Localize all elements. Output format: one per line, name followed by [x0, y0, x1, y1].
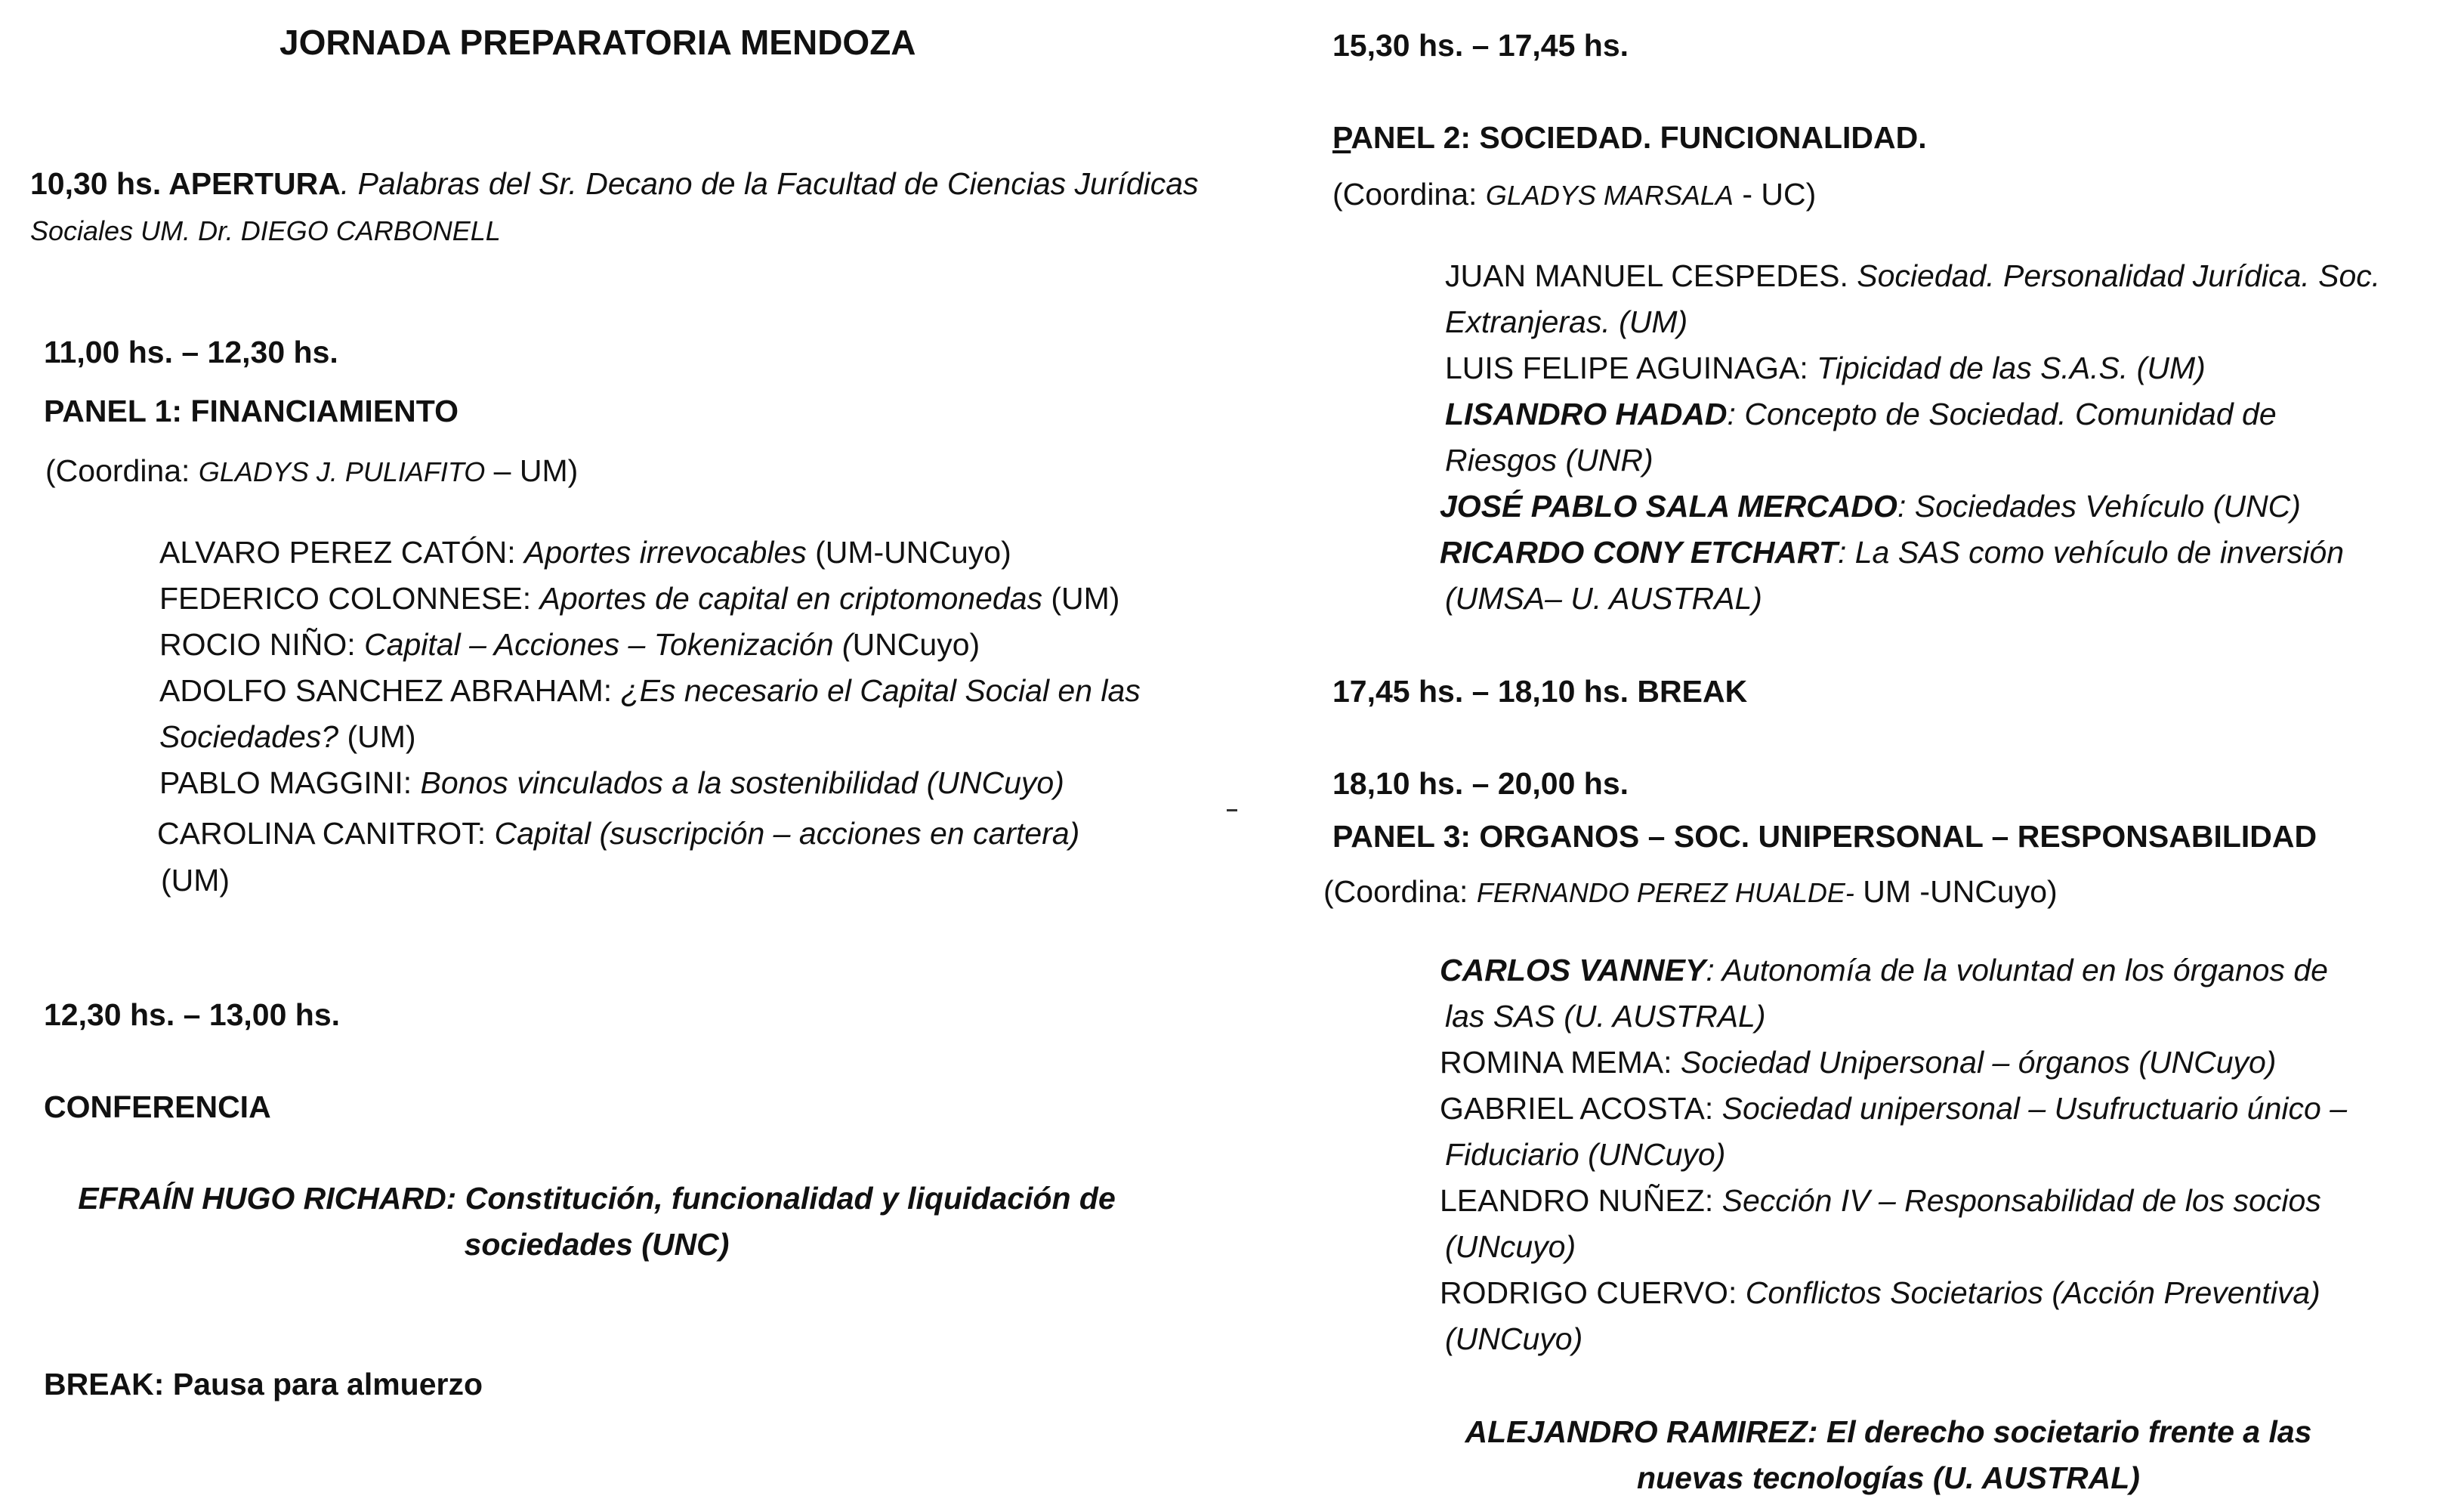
panel3-speaker: LEANDRO NUÑEZ: Sección IV – Responsabilidad de los socios — [1440, 1183, 2321, 1218]
panel2-speaker-cont: Riesgos (UNR) — [1445, 443, 1653, 477]
break-afternoon: 17,45 hs. – 18,10 hs. BREAK — [1332, 674, 1748, 709]
page-title: JORNADA PREPARATORIA MENDOZA — [279, 23, 916, 62]
panel1-coordinator: (Coordina: GLADYS J. PULIAFITO – UM) — [45, 453, 579, 488]
panel2-speaker: LUIS FELIPE AGUINAGA: Tipicidad de las S.A.S. (UM) — [1445, 351, 2206, 385]
conferencia-time: 12,30 hs. – 13,00 hs. — [44, 997, 341, 1032]
panel2-speaker: RICARDO CONY ETCHART: La SAS como vehículo de inversión — [1440, 535, 2345, 570]
panel3-title: PANEL 3: ORGANOS – SOC. UNIPERSONAL – RESPONSABILIDAD — [1332, 819, 2317, 854]
panel3-speaker: GABRIEL ACOSTA: Sociedad unipersonal – Usufructuario único – — [1440, 1091, 2348, 1126]
panel1-time: 11,00 hs. – 12,30 hs. — [44, 335, 338, 369]
panel1-coordinator-name: GLADYS J. PULIAFITO — [198, 456, 486, 487]
panel1-speaker: CAROLINA CANITROT: Capital (suscripción – acciones en cartera) — [157, 816, 1080, 851]
apertura-line-2: Sociales UM. Dr. DIEGO CARBONELL — [30, 215, 501, 246]
panel3-speaker: RODRIGO CUERVO: Conflictos Societarios (Acción Preventiva) — [1440, 1275, 2320, 1310]
panel2-speaker: JOSÉ PABLO SALA MERCADO: Sociedades Vehículo (UNC) — [1440, 489, 2301, 524]
panel2-coordinator: (Coordina: GLADYS MARSALA - UC) — [1332, 177, 1817, 212]
apertura-time: 10,30 hs. APERTURA — [30, 166, 341, 201]
panel1-speaker: ALVARO PEREZ CATÓN: Aportes irrevocables (UM-UNCuyo) — [159, 535, 1011, 570]
panel1-speaker-cont: (UM) — [161, 863, 230, 898]
panel2-speaker: LISANDRO HADAD: Concepto de Sociedad. Comunidad de — [1445, 397, 2277, 431]
panel2-coordinator-name: GLADYS MARSALA — [1485, 180, 1734, 211]
panel3-coordinator-name: FERNANDO PEREZ HUALDE- — [1476, 877, 1854, 908]
divider-mark — [1227, 809, 1237, 811]
panel2-speaker: JUAN MANUEL CESPEDES. Sociedad. Personalidad Jurídica. Soc. — [1445, 258, 2381, 293]
conferencia-label: CONFERENCIA — [44, 1089, 271, 1124]
panel1-speaker-cont: Sociedades? (UM) — [159, 719, 416, 754]
panel1-speaker: FEDERICO COLONNESE: Aportes de capital en criptomonedas (UM) — [159, 581, 1120, 616]
panel2-speaker-cont: Extranjeras. (UM) — [1445, 304, 1688, 339]
panel3-coordinator: (Coordina: FERNANDO PEREZ HUALDE- UM -UNCuyo) — [1323, 874, 2058, 909]
break-lunch: BREAK: Pausa para almuerzo — [44, 1367, 483, 1401]
panel1-speaker: ROCIO NIÑO: Capital – Acciones – Tokenización (UNCuyo) — [159, 627, 980, 662]
panel3-speaker-cont: Fiduciario (UNCuyo) — [1445, 1137, 1726, 1172]
closing-line-1: ALEJANDRO RAMIREZ: El derecho societario frente a las — [1465, 1414, 2312, 1449]
panel1-title: PANEL 1: FINANCIAMIENTO — [44, 394, 459, 428]
panel3-speaker: ROMINA MEMA: Sociedad Unipersonal – órganos (UNCuyo) — [1440, 1045, 2277, 1080]
panel3-speaker: CARLOS VANNEY: Autonomía de la voluntad en los órganos de — [1440, 953, 2328, 987]
panel3-time: 18,10 hs. – 20,00 hs. — [1332, 766, 1629, 801]
panel2-time: 15,30 hs. – 17,45 hs. — [1332, 28, 1629, 63]
panel3-speaker-cont: (UNCuyo) — [1445, 1321, 1583, 1356]
closing-line-2: nuevas tecnologías (U. AUSTRAL) — [1637, 1460, 2140, 1495]
panel2-title: PANEL 2: SOCIEDAD. FUNCIONALIDAD. — [1332, 120, 1927, 155]
conferencia-line-1: EFRAÍN HUGO RICHARD: Constitución, funcionalidad y liquidación de — [78, 1181, 1116, 1216]
apertura-line-1 — [30, 161, 1199, 206]
apertura-text-1: . Palabras del Sr. Decano de la Facultad de Ciencias Jurídicas — [340, 166, 1199, 201]
panel1-speaker: PABLO MAGGINI: Bonos vinculados a la sostenibilidad (UNCuyo) — [159, 765, 1064, 800]
panel3-speaker-cont: las SAS (U. AUSTRAL) — [1445, 999, 1766, 1034]
panel1-speaker: ADOLFO SANCHEZ ABRAHAM: ¿Es necesario el Capital Social en las — [159, 673, 1141, 708]
panel3-speaker-cont: (UNcuyo) — [1445, 1229, 1576, 1264]
conferencia-line-2: sociedades (UNC) — [464, 1227, 730, 1262]
panel2-speaker-cont: (UMSA– U. AUSTRAL) — [1445, 581, 1762, 616]
